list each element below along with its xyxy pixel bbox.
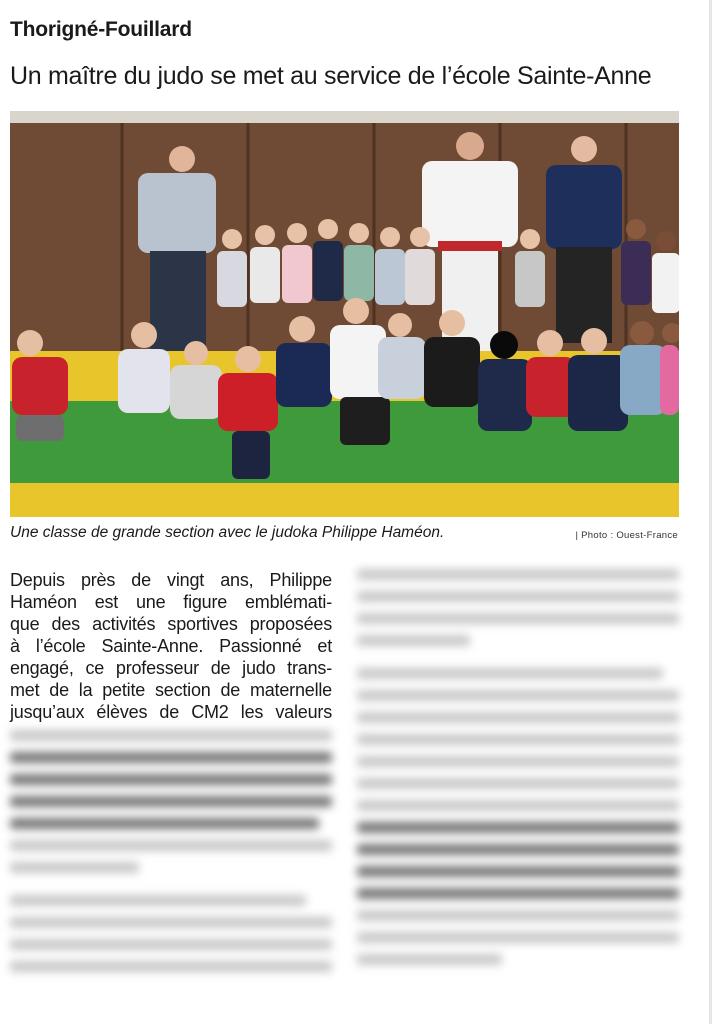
article-headline: Un maître du judo se met au service de l’école Sainte-Anne [10, 62, 652, 90]
blurred-text-left [10, 730, 332, 983]
body-line: jusqu’aux élèves de CM2 les valeurs [10, 702, 332, 722]
blurred-text-right [357, 569, 679, 976]
body-line: met de la petite section de maternelle [10, 680, 332, 700]
city-heading: Thorigné-Fouillard [10, 18, 192, 41]
body-line: à l’école Sainte-Anne. Passionné et [10, 636, 332, 656]
photo-credit: | Photo : Ouest-France [575, 530, 678, 541]
class-photo-illustration [10, 111, 679, 517]
body-line: que des activités sportives proposées [10, 614, 332, 634]
body-line: Depuis près de vingt ans, Philippe [10, 570, 332, 590]
photo-caption: Une classe de grande section avec le judoka Philippe Haméon. [10, 524, 445, 541]
article-photo [10, 111, 679, 517]
article-body-left-column [10, 569, 332, 723]
body-line: Haméon est une figure emblémati- [10, 592, 332, 612]
body-line: engagé, ce professeur de judo trans- [10, 658, 332, 678]
